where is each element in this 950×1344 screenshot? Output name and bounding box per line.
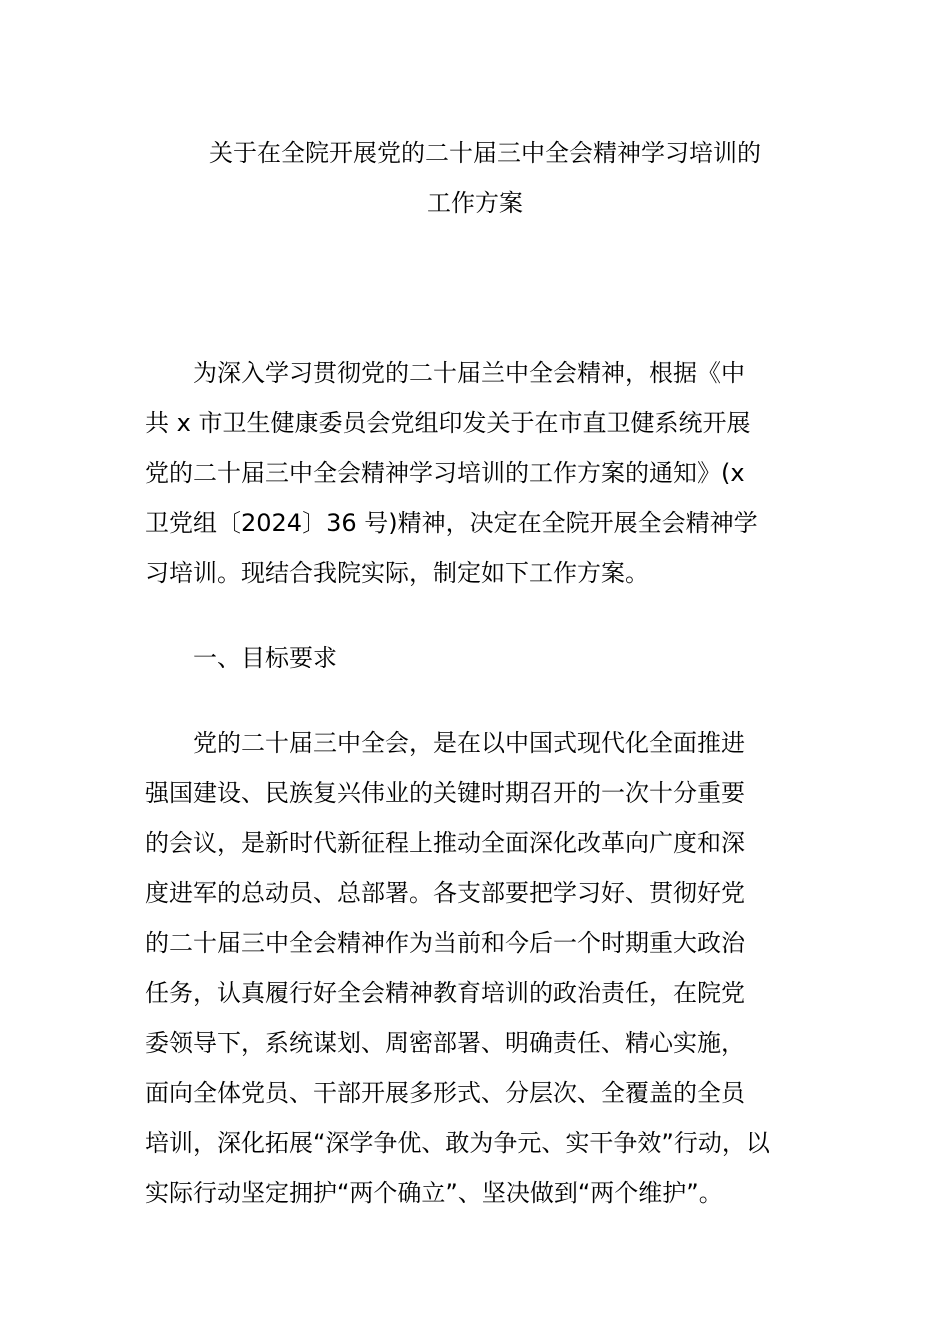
section-heading-text: 一、目标要求: [193, 644, 337, 672]
paragraph-line: 面向全体党员、干部开展多形式、分层次、全覆盖的全员: [145, 1079, 745, 1107]
paragraph-line: 为深入学习贯彻党的二十届兰中全会精神，根据《中: [193, 359, 745, 387]
paragraph-line: 党的二十届三中全会精神学习培训的工作方案的通知》(x: [145, 459, 745, 487]
paragraph-line: 实际行动坚定拥护“两个确立”、坚决做到“两个维护”。: [145, 1179, 723, 1207]
document-title: [145, 128, 805, 228]
section-heading: [145, 633, 805, 683]
paragraph-line: 任务，认真履行好全会精神教育培训的政治责任，在院党: [145, 979, 745, 1007]
paragraph-line: 强国建设、民族复兴伟业的关键时期召开的一次十分重要: [145, 779, 745, 807]
paragraph-line: 的会议，是新时代新征程上推动全面深化改革向广度和深: [145, 829, 745, 857]
paragraph-line: 共 x 市卫生健康委员会党组印发关于在市直卫健系统开展: [145, 409, 751, 437]
intro-paragraph: [145, 348, 805, 598]
paragraph-line: 委领导下，系统谋划、周密部署、明确责任、精心实施，: [145, 1029, 745, 1057]
paragraph-line: 度进军的总动员、总部署。各支部要把学习好、贯彻好党: [145, 879, 745, 907]
paragraph-line: 培训，深化拓展“深学争优、敢为争元、实干争效”行动，以: [145, 1129, 770, 1157]
paragraph-line: 的二十届三中全会精神作为当前和今后一个时期重大政治: [145, 929, 745, 957]
title-line-1: 关于在全院开展党的二十届三中全会精神学习培训的: [209, 139, 761, 167]
paragraph-line: 党的二十届三中全会，是在以中国式现代化全面推进: [193, 729, 745, 757]
paragraph-line: 卫党组〔2024〕36 号)精神，决定在全院开展全会精神学: [145, 509, 758, 537]
title-line-2: 工作方案: [427, 189, 523, 217]
goals-paragraph: [145, 718, 805, 1218]
paragraph-line: 习培训。现结合我院实际，制定如下工作方案。: [145, 559, 649, 587]
